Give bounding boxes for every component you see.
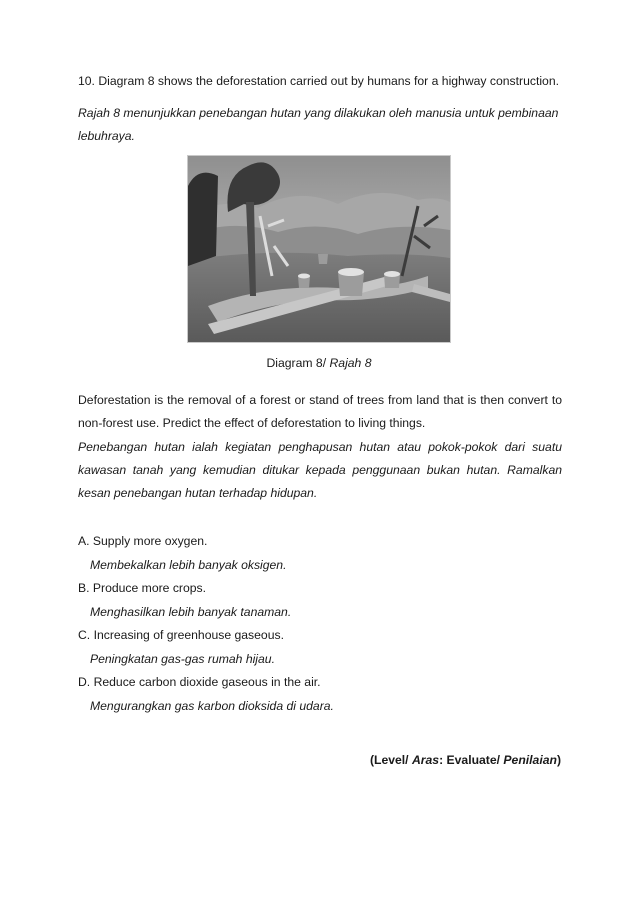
option-a-malay: Membekalkan lebih banyak oksigen.: [90, 558, 287, 572]
option-c: C. Increasing of greenhouse gaseous.: [78, 628, 284, 642]
level-aras: Aras: [411, 753, 440, 767]
option-b: B. Produce more crops.: [78, 581, 207, 595]
stump-top: [338, 268, 364, 276]
question-title: 10. Diagram 8 shows the deforestation carried out by humans for a highway construction.: [78, 74, 559, 88]
deforestation-scene: [188, 156, 450, 342]
stump-top: [298, 274, 310, 279]
level-penilaian: Penilaian: [503, 753, 557, 767]
level-middle: : Evaluate/: [439, 753, 504, 767]
option-a: A. Supply more oxygen.: [78, 534, 208, 548]
level-prefix: (Level/: [369, 753, 412, 767]
option-b-malay: Menghasilkan lebih banyak tanaman.: [90, 605, 292, 619]
deforestation-definition-malay: Penebangan hutan ialah kegiatan penghapusan hutan atau pokok-pokok dari suatu kawasan tanah yang kemudian ditukar kepada penggunaan bukan hutan. Ramalkan kesan penebangan hutan terhadap hidupan.: [78, 440, 562, 500]
level-suffix: ): [556, 753, 561, 767]
cognitive-level-label: [370, 753, 561, 767]
deforestation-definition: Deforestation is the removal of a forest or stand of trees from land that is then convert to non-forest use. Predict the effect of deforestation to living things.: [78, 393, 562, 430]
figure-caption: [0, 356, 638, 370]
forest-edge: [188, 173, 218, 266]
option-c-malay: Peningkatan gas-gas rumah hijau.: [90, 652, 275, 666]
figure-caption-english: Diagram 8/: [266, 356, 330, 370]
option-d-malay: Mengurangkan gas karbon dioksida di udara.: [90, 699, 334, 713]
option-d: D. Reduce carbon dioxide gaseous in the air.: [78, 675, 321, 689]
tree-stump: [318, 254, 328, 264]
question-title-malay: Rajah 8 menunjukkan penebangan hutan yang dilakukan oleh manusia untuk pembinaan lebuhraya.: [78, 106, 559, 143]
deforestation-illustration: [187, 155, 451, 343]
figure-caption-malay: Rajah 8: [329, 356, 372, 370]
stump-top: [384, 271, 400, 277]
